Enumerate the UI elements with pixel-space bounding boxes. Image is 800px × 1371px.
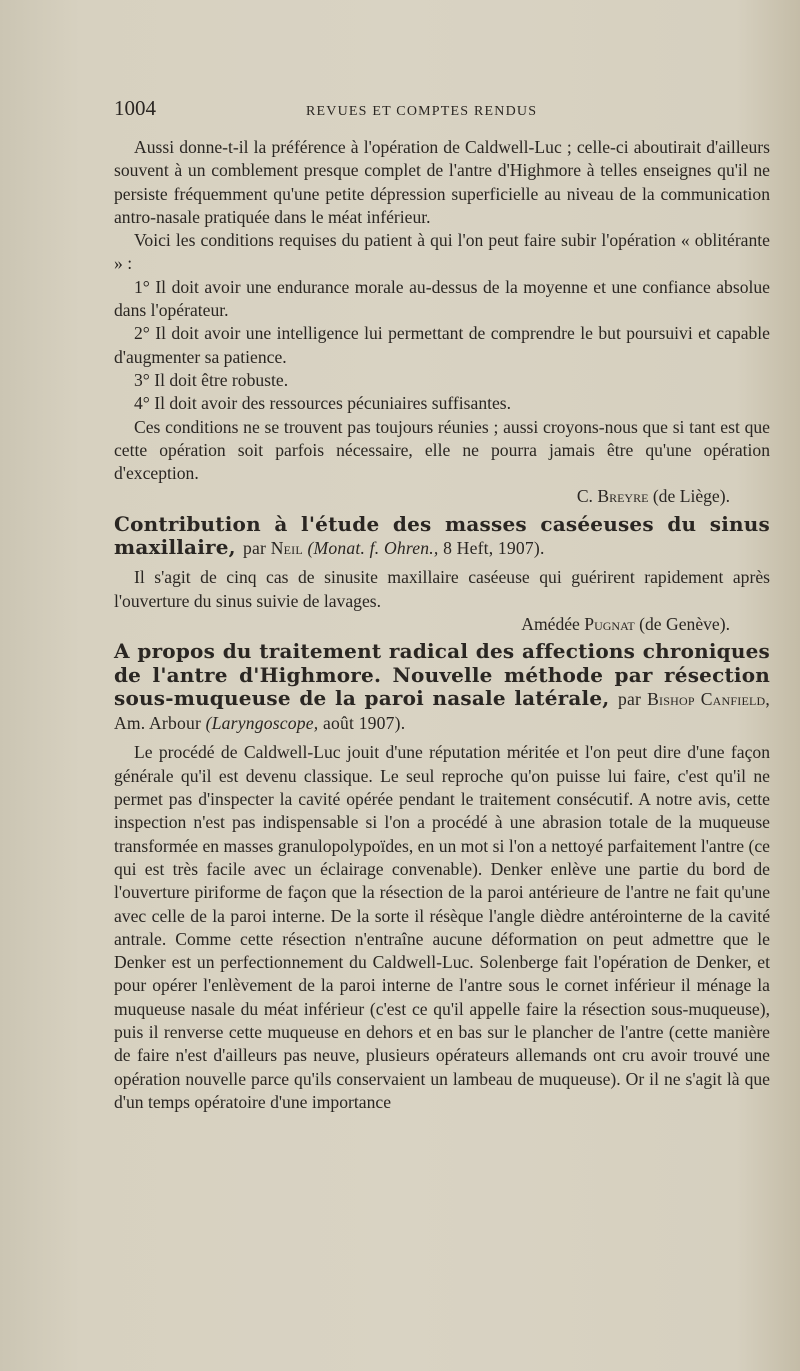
running-header	[114, 96, 770, 136]
condition-4: 4° Il doit avoir des ressources pécuniaires suffisantes.	[134, 393, 512, 414]
heading-3-author: Bishop Canfield,	[647, 688, 770, 709]
paragraph-5: Le procédé de Caldwell-Luc jouit d'une réputation méritée et l'on peut dire d'une façon générale qu'il est devenu classique. Le seul reproche qu'on puisse lui faire, c'est qu'il ne permet pas d'inspecter la cavité opérée pendant le traitement consécutif. A notre avis, cette inspection n'est pas indispensable si l'on a procédé à une abrasion totale de la muqueuse transformée en masses granulopolypoïdes, en un mot si l'on a nettoyé parfaitement l'antre (ce qui est très facile avec un éclairage convenable). Denker enlève une partie du bord de l'ouverture piriforme de façon que la résection de la paroi antérieure de l'antre ne fait qu'une avec celle de la paroi interne. De la sorte il résèque l'angle dièdre antérointerne de la cavité antrale. Comme cette résection n'entraîne aucune déformation on peut admettre que le Denker est un perfectionnement du Caldwell-Luc. Solenberge fait l'opération de Denker, et pour opérer l'enlèvement de la paroi interne de l'antre sous le cornet inférieur il ménage la muqueuse nasale du méat inférieur (c'est ce qu'il appelle faire la résection sous-muqueuse), puis il renverse cette muqueuse en dehors et en bas sur le plancher de l'antre (cette manière de faire n'est d'ailleurs pas neuve, plusieurs opérateurs allemands ont cru avoir trouvé une opération nouvelle parce qu'ils conservaient un lambeau de muqueuse). Or il ne s'agit là que d'un temps opératoire d'une importance	[114, 742, 770, 1112]
signature-2-name: Pugnat	[584, 613, 635, 634]
paragraph-1: Aussi donne-t-il la préférence à l'opération de Caldwell-Luc ; celle-ci aboutirait d'ailleurs souvent à un comblement presque complet de l'antre d'Highmore à telles enseignes qu'il ne persiste fréquemment qu'une petite dépression superficielle au niveau de la communication antro-nasale pratiquée dans le méat inférieur.	[114, 137, 770, 227]
running-title: REVUES ET COMPTES RENDUS	[306, 104, 538, 119]
page	[114, 96, 770, 1114]
condition-3: 3° Il doit être robuste.	[134, 369, 289, 390]
heading-3-date: août 1907).	[323, 713, 406, 734]
signature-1-name: C. Breyre	[576, 486, 649, 507]
page-number: 1004	[114, 96, 156, 120]
heading-2-journal: (Monat. f. Ohren.,	[307, 538, 439, 559]
heading-3-title: A propos du traitement radical des affections chroniques de l'antre d'Highmore. Nouvelle méthode par résection sous-muqueuse de la paroi nasale latérale,	[114, 639, 770, 710]
signature-2-place: (de Genève).	[639, 613, 730, 634]
article-heading-3	[114, 640, 770, 735]
signature-1-place: (de Liège).	[652, 486, 730, 507]
article-heading-2	[114, 513, 770, 561]
signature-1	[114, 485, 730, 508]
heading-3-by: par	[618, 688, 642, 709]
heading-2-title: Contribution à l'étude des masses caséeuses du sinus maxillaire,	[114, 511, 770, 560]
condition-1: 1° Il doit avoir une endurance morale au-dessus de la moyenne et une confiance absolue dans l'opérateur.	[114, 276, 770, 321]
condition-2: 2° Il doit avoir une intelligence lui permettant de comprendre le but poursuivi et capable d'augmenter sa patience.	[114, 323, 770, 367]
heading-3-place: Am. Arbour	[114, 713, 202, 734]
heading-2-by: par	[243, 538, 267, 559]
paragraph-3: Ces conditions ne se trouvent pas toujours réunies ; aussi croyons-nous que si tant est que cette opération soit parfois nécessaire, elle ne pourra jamais être qu'une opération d'exception.	[114, 416, 770, 484]
heading-2-issue: 8 Heft, 1907).	[443, 538, 545, 559]
signature-2-first: Amédée	[521, 613, 580, 634]
paragraph-4: Il s'agit de cinq cas de sinusite maxillaire caséeuse qui guérirent rapidement après l'ouverture du sinus suivie de lavages.	[114, 567, 770, 611]
signature-2	[114, 613, 730, 636]
heading-3-journal: (Laryngoscope,	[205, 713, 319, 734]
paragraph-2: Voici les conditions requises du patient à qui l'on peut faire subir l'opération « oblitérante » :	[114, 230, 770, 274]
heading-2-author: Neil	[270, 538, 303, 559]
